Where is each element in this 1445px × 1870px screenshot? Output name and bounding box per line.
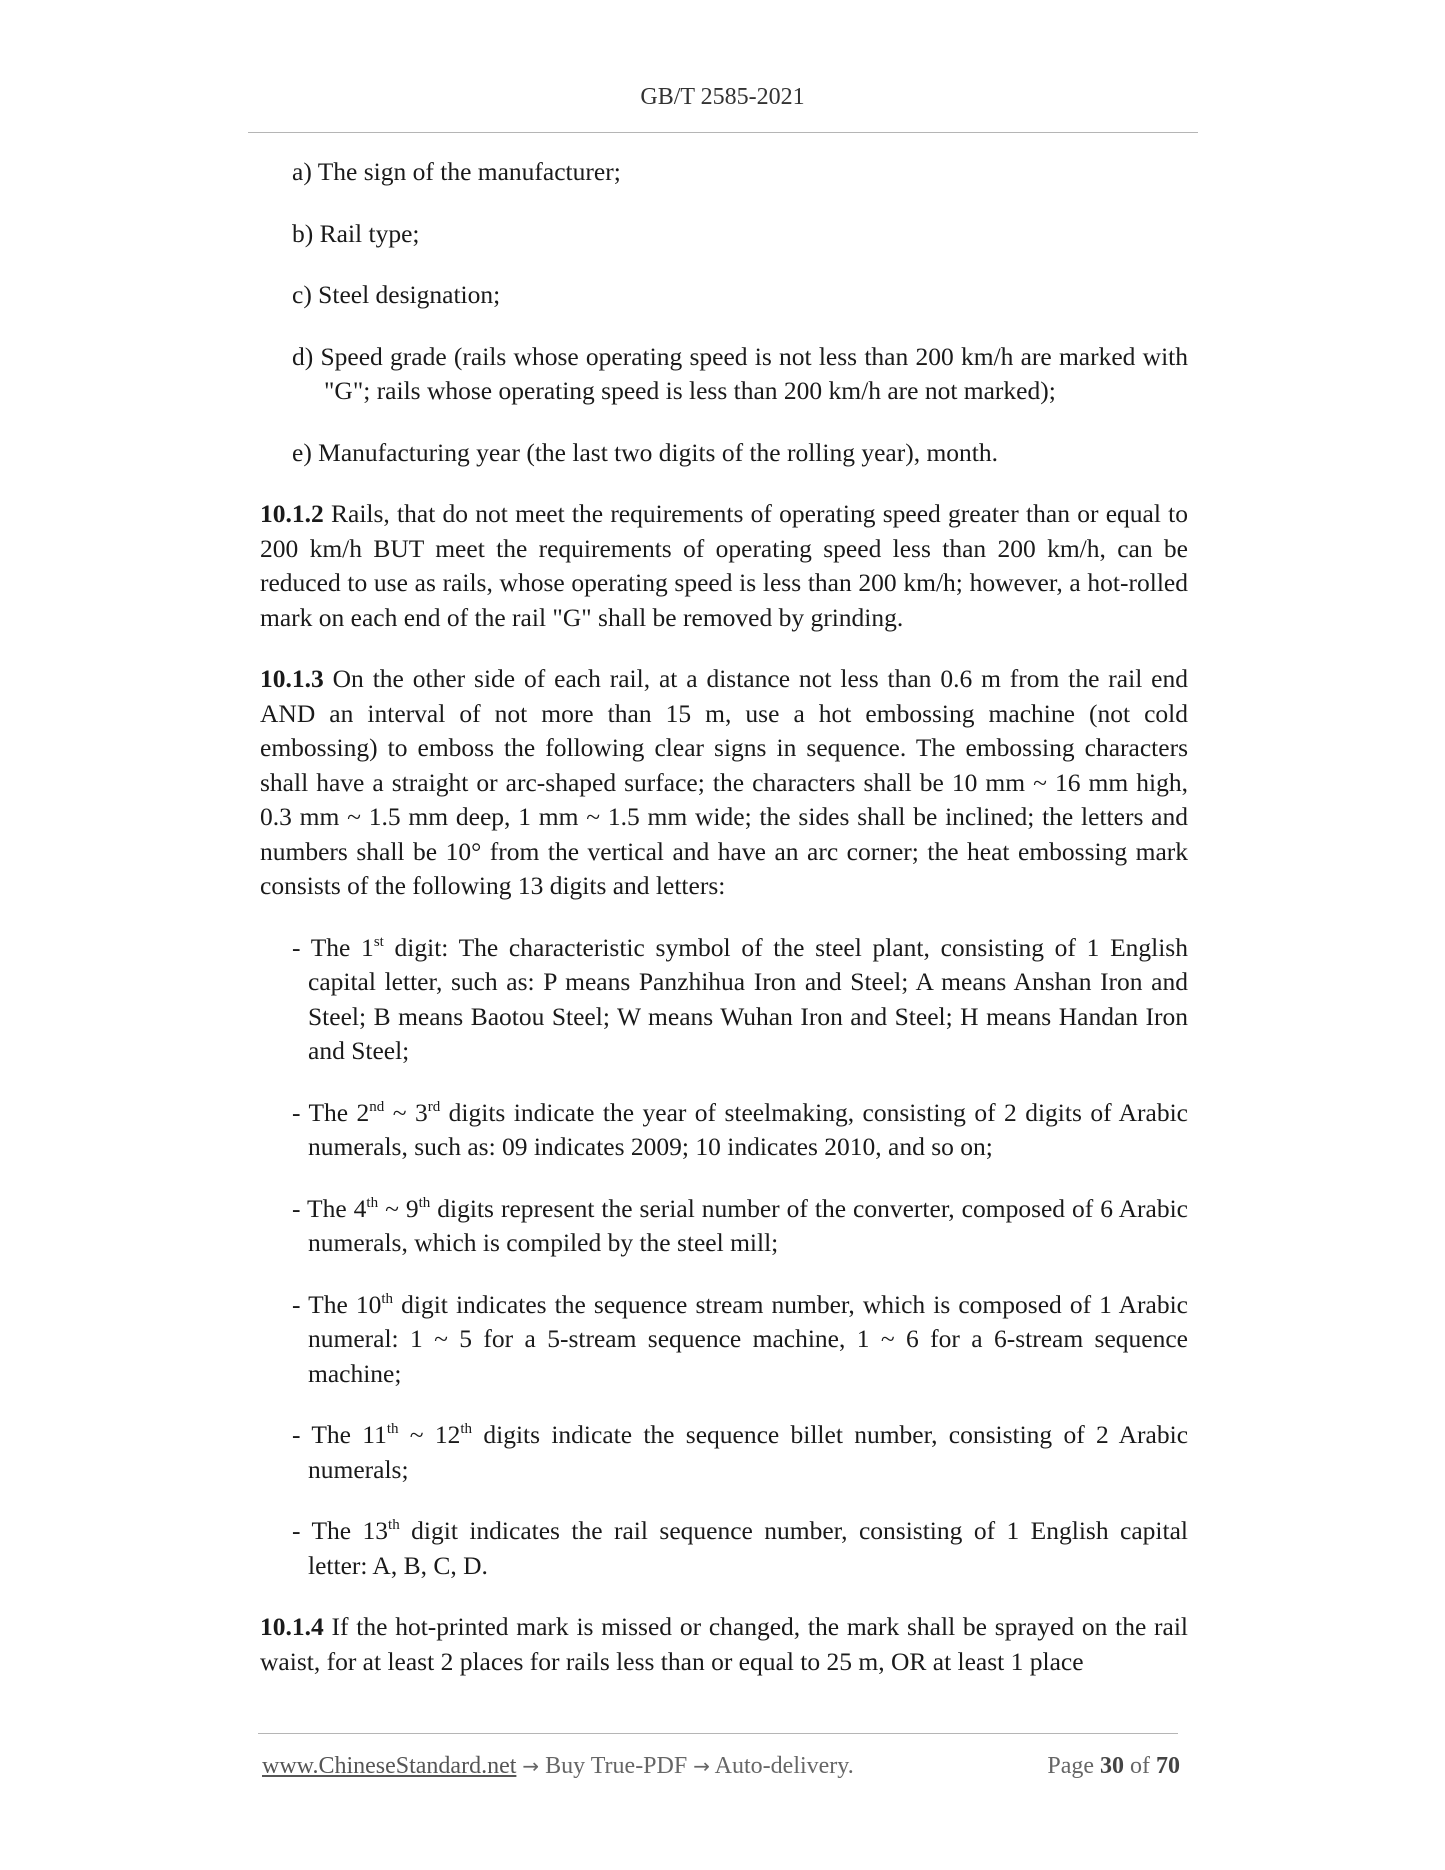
digit-item-10: - The 10th digit indicates the sequence stream number, which is composed of 1 Arabic numeral: 1 ~ 5 for a 5-stream sequence machine, 1 ~ 6 for a 6-stream sequence machine; [292,1289,1188,1388]
clause-10-1-3 [260,662,1188,904]
clause-number: 10.1.3 [260,664,324,693]
list-item: b) Rail type; [292,218,420,248]
digit-item-11-12: - The 11th ~ 12th digits indicate the sequence billet number, consisting of 2 Arabic numerals; [292,1420,1189,1484]
arrow-right-icon: → [693,1754,710,1778]
document-header-title: GB/T 2585-2021 [640,84,805,110]
list-item: d) Speed grade (rails whose operating speed is not less than 200 km/h are marked with "G"; rails whose operating speed is less than 200 km/h are not marked); [292,341,1188,405]
digit-item-1: - The 1st digit: The characteristic symbol of the steel plant, consisting of 1 English capital letter, such as: P means Panzhihua Iron and Steel; A means Anshan Iron and Steel; B means Baotou Steel; W means Wuhan Iron and Steel; H means Handan Iron and Steel; [292,932,1188,1065]
header-divider [248,132,1198,133]
clause-text: If the hot-printed mark is missed or changed, the mark shall be sprayed on the rail waist, for at least 2 places for rails less than or equal to 25 m, OR at least 1 place [260,1612,1189,1676]
buy-pdf-link[interactable]: Buy True-PDF [545,1753,688,1779]
of-label: of [1130,1753,1150,1779]
clause-number: 10.1.2 [260,499,324,528]
clause-number: 10.1.4 [260,1612,324,1641]
page-number: 30 [1100,1753,1124,1779]
clause-10-1-4 [260,1610,1188,1679]
list-item: c) Steel designation; [292,280,501,309]
clause-10-1-2 [260,497,1188,635]
digit-item-13: - The 13th digit indicates the rail sequence number, consisting of 1 English capital letter: A, B, C, D. [292,1516,1188,1580]
clause-text: On the other side of each rail, at a distance not less than 0.6 m from the rail end AND an interval of not more than 15 m, use a hot embossing machine (not cold embossing) to emboss the following clear signs in sequence. The embossing characters shall have a straight or arc-shaped surface; the characters shall be 10 mm ~ 16 mm high, 0.3 mm ~ 1.5 mm deep, 1 mm ~ 1.5 mm wide; the sides shall be inclined; the letters and numbers shall be 10° from the vertical and have an arc corner; the heat embossing mark consists of the following 13 digits and letters: [260,664,1188,900]
clause-text: Rails, that do not meet the requirements of operating speed greater than or equal to 200 km/h BUT meet the requirements of operating speed less than 200 km/h, can be reduced to use as rails, whose operating speed is less than 200 km/h; however, a hot-rolled mark on each end of the rail "G" shall be removed by grinding. [260,499,1188,632]
list-item: e) Manufacturing year (the last two digits of the rolling year), month. [292,437,999,467]
page-content [260,155,1188,1706]
arrow-right-icon: → [522,1754,540,1778]
page-footer [262,1753,1180,1787]
site-link[interactable]: www.ChineseStandard.net [262,1753,517,1779]
footer-links [262,1753,854,1780]
list-item: a) The sign of the manufacturer; [292,157,621,186]
digit-item-4-9: - The 4th ~ 9th digits represent the serial number of the converter, composed of 6 Arabic numerals, which is compiled by the steel mill; [292,1193,1189,1257]
page-label: Page [1047,1753,1094,1779]
footer-divider [258,1733,1178,1734]
auto-delivery-text: Auto-delivery. [714,1753,854,1779]
page-total: 70 [1156,1753,1180,1779]
page-indicator [1047,1753,1180,1780]
digit-item-2-3: - The 2nd ~ 3rd digits indicate the year of steelmaking, consisting of 2 digits of Arabic numerals, such as: 09 indicates 2009; 10 indicates 2010, and so on; [292,1097,1188,1161]
